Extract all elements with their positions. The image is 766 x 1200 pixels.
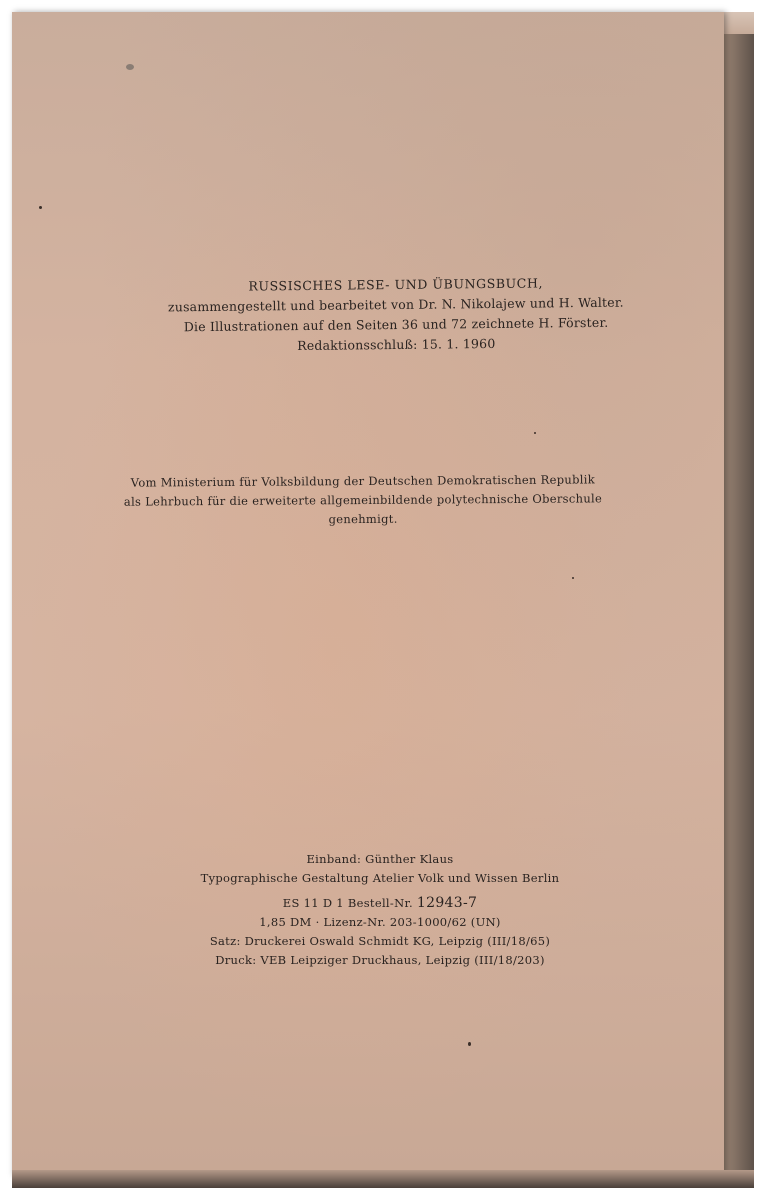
paper-speck bbox=[572, 577, 574, 579]
book-title: RUSSISCHES LESE- UND ÜBUNGSBUCH, bbox=[248, 275, 544, 294]
typesetting-line: Satz: Druckerei Oswald Schmidt KG, Leipzig (III/18/65) bbox=[209, 934, 551, 948]
illustrations-line: Die Illustrationen auf den Seiten 36 und 72 zeichnete H. Förster. bbox=[183, 314, 609, 335]
order-number: 12943-7 bbox=[416, 895, 478, 911]
printing-line: Druck: VEB Leipziger Druckhaus, Leipzig (III/18/203) bbox=[215, 953, 545, 967]
paper-speck bbox=[534, 432, 536, 434]
compilers-line: zusammengestellt und bearbeitet von Dr. N. Nikolajew und H. Walter. bbox=[167, 294, 624, 315]
approval-line-2: als Lehrbuch für die erweiterte allgemeinbildende polytechnische Oberschule bbox=[123, 491, 603, 509]
binding-credit: Einband: Günther Klaus bbox=[306, 852, 454, 866]
paper-speck bbox=[126, 64, 134, 70]
approval-block bbox=[7, 470, 719, 532]
price-license-line: 1,85 DM · Lizenz-Nr. 203-1000/62 (UN) bbox=[259, 915, 501, 929]
approval-line-3: genehmigt. bbox=[328, 511, 398, 527]
editorial-deadline: Redaktionsschluß: 15. 1. 1960 bbox=[297, 335, 496, 354]
approval-line-1: Vom Ministerium für Volksbildung der Deutschen Demokratischen Republik bbox=[130, 472, 596, 490]
page-bottom-edge bbox=[12, 1170, 754, 1188]
title-block bbox=[40, 271, 753, 358]
order-number-line bbox=[24, 894, 736, 913]
paper-speck bbox=[39, 206, 42, 209]
book-page bbox=[12, 12, 724, 1176]
imprint-block bbox=[24, 850, 736, 970]
order-number-prefix: ES 11 D 1 Bestell-Nr. bbox=[282, 896, 413, 910]
paper-speck bbox=[468, 1042, 471, 1046]
typography-credit: Typographische Gestaltung Atelier Volk und Wissen Berlin bbox=[200, 871, 560, 885]
